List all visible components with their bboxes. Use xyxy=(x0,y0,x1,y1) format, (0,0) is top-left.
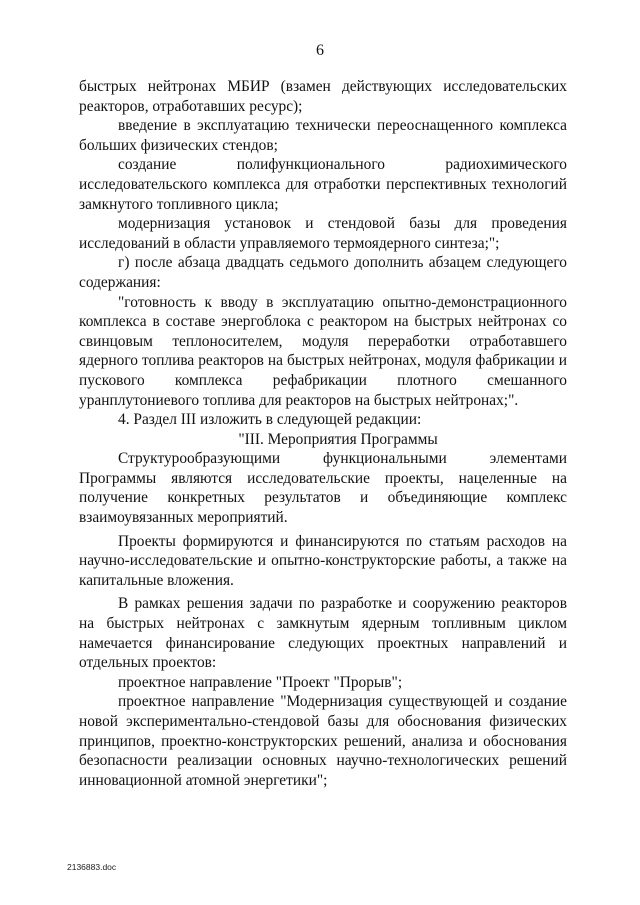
paragraph-continuation: быстрых нейтронах МБИР (взамен действующих исследовательских реакторов, отработавших ресурс); xyxy=(79,78,567,115)
section-heading: "III. Мероприятия Программы xyxy=(238,430,438,448)
paragraph-fast-reactors: В рамках решения задачи по разработке и сооружению реакторов на быстрых нейтронах с замкнутым ядерным топливным циклом намечается финансирование следующих проектных направлений и отдельных проектов: xyxy=(79,595,567,672)
paragraph-section-4: 4. Раздел III изложить в следующей редакции: xyxy=(118,411,422,429)
paragraph-modernization: проектное направление "Модернизация существующей и создание новой экспериментально-стендовой базы для обоснования физических принципов, проектно-конструкторских решений, анализа и обоснования безопасности реализации основных научно-технологических решений инновационной атомной энергетики"; xyxy=(79,693,567,789)
paragraph-stands: введение в эксплуатацию технически переоснащенного комплекса больших физических стендов; xyxy=(79,117,567,154)
footer-filename: 2136883.doc xyxy=(67,862,117,872)
paragraph-thermonuclear: модернизация установок и стендовой базы для проведения исследований в области управляемого термоядерного синтеза;"; xyxy=(79,215,567,252)
paragraph-structure: Структурообразующими функциональными элементами Программы являются исследовательские проекты, нацеленные на получение конкретных результатов и объединяющие комплекс взаимоувязанных мероприятий. xyxy=(79,450,567,527)
paragraph-financing: Проекты формируются и финансируются по статьям расходов на научно-исследовательские и опытно-конструкторские работы, а также на капитальные вложения. xyxy=(79,532,567,589)
page-number: 6 xyxy=(316,42,324,59)
paragraph-item-g: г) после абзаца двадцать седьмого дополнить абзацем следующего содержания: xyxy=(79,254,567,291)
document-body xyxy=(79,77,567,790)
paragraph-readiness: "готовность к вводу в эксплуатацию опытно-демонстрационного комплекса в составе энергоблока с реактором на быстрых нейтронах со свинцовым теплоносителем, модуля переработки отработавшего ядерного топлива реакторов на быстрых нейтронах, модуля фабрикации и пускового комплекса рефабрикации плотного смешанного уранплутониевого топлива для реакторов на быстрых нейтронах;". xyxy=(79,293,567,409)
paragraph-proryv: проектное направление "Проект "Прорыв"; xyxy=(118,673,403,691)
paragraph-radiochemical: создание полифункционального радиохимического исследовательского комплекса для отработки перспективных технологий замкнутого топливного цикла; xyxy=(79,156,567,213)
